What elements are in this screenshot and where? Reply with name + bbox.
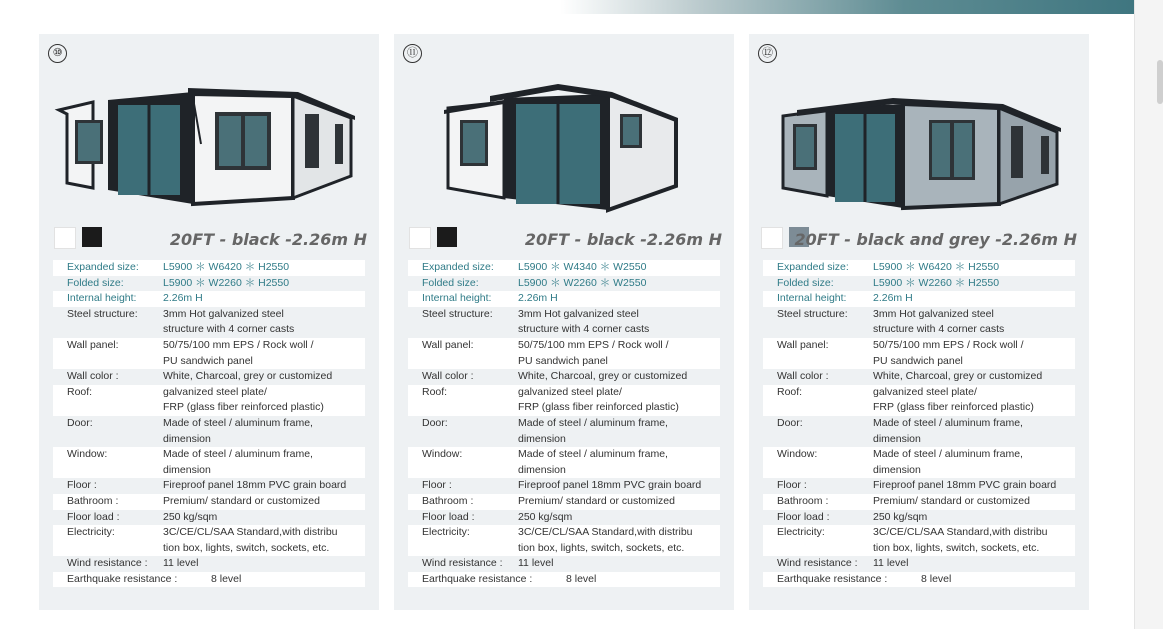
spec-row	[408, 416, 720, 447]
spec-label: Electricity:	[67, 526, 115, 539]
spec-row	[763, 447, 1075, 478]
spec-value: 8 level	[921, 572, 952, 585]
spec-row	[408, 260, 720, 276]
spec-row	[408, 478, 720, 494]
spec-row	[53, 291, 365, 307]
spec-label: Window:	[777, 448, 818, 461]
spec-row	[408, 447, 720, 478]
scrollbar-thumb[interactable]	[1157, 60, 1163, 104]
spec-label: Window:	[422, 448, 463, 461]
spec-row	[408, 510, 720, 526]
color-swatch-white	[54, 227, 76, 249]
spec-label: Floor :	[67, 479, 97, 492]
spec-table	[763, 260, 1075, 587]
spec-label: Internal height:	[67, 292, 137, 305]
house-photo	[408, 58, 720, 228]
model-title: 20FT - black -2.26m H	[169, 230, 367, 249]
spec-value: Premium/ standard or customized	[873, 494, 1030, 507]
spec-row	[53, 494, 365, 510]
spec-value: L5900 ＊ W2260 ＊ H2550	[873, 276, 1000, 289]
spec-label: Roof:	[67, 385, 93, 398]
spec-row	[53, 338, 365, 369]
spec-label: Expanded size:	[67, 261, 139, 273]
spec-row	[763, 260, 1075, 276]
spec-label: Wall color :	[67, 370, 119, 383]
spec-row	[763, 572, 1075, 588]
spec-value: 50/75/100 mm EPS / Rock woll / PU sandwich panel	[873, 338, 1024, 367]
product-card-11	[394, 34, 734, 610]
spec-row	[763, 478, 1075, 494]
spec-label: Roof:	[422, 385, 448, 398]
spec-row	[408, 291, 720, 307]
spec-label: Bathroom :	[422, 494, 474, 507]
card-number: ⑫	[758, 44, 777, 63]
spec-value: Made of steel / aluminum frame, dimension	[163, 448, 313, 476]
spec-row	[763, 525, 1075, 556]
spec-value: 3mm Hot galvanized steel structure with 4 corner casts	[518, 307, 650, 336]
spec-row	[763, 510, 1075, 526]
spec-label: Wall panel:	[777, 338, 829, 351]
spec-row	[408, 307, 720, 338]
spec-label: Floor :	[777, 479, 807, 492]
spec-label: Folded size:	[777, 276, 834, 289]
spec-label: Floor load :	[422, 510, 475, 523]
spec-label: Steel structure:	[67, 307, 138, 320]
color-swatch-white	[761, 227, 783, 249]
spec-label: Bathroom :	[777, 494, 829, 507]
spec-value: 250 kg/sqm	[873, 510, 928, 523]
spec-label: Expanded size:	[777, 261, 849, 273]
spec-value: L5900 ＊ W6420 ＊ H2550	[163, 261, 290, 273]
spec-row	[763, 369, 1075, 385]
spec-value: 50/75/100 mm EPS / Rock woll / PU sandwich panel	[518, 338, 669, 367]
spec-value: 2.26m H	[873, 292, 913, 305]
spec-label: Wind resistance :	[422, 557, 503, 570]
spec-label: Steel structure:	[422, 307, 493, 320]
house-photo	[53, 58, 365, 228]
spec-row	[53, 416, 365, 447]
spec-value: 11 level	[873, 557, 909, 570]
spec-value: Made of steel / aluminum frame, dimension	[518, 448, 668, 476]
spec-label: Floor :	[422, 479, 452, 492]
house-photo	[763, 58, 1075, 228]
spec-row	[53, 260, 365, 276]
spec-value: 11 level	[163, 557, 199, 570]
spec-value: L5900 ＊ W6420 ＊ H2550	[873, 261, 1000, 273]
spec-row	[53, 385, 365, 416]
spec-row	[408, 525, 720, 556]
spec-value: Made of steel / aluminum frame, dimension	[873, 416, 1023, 445]
spec-value: 2.26m H	[163, 292, 203, 305]
spec-row	[53, 447, 365, 478]
spec-label: Earthquake resistance :	[777, 572, 888, 585]
spec-label: Window:	[67, 448, 108, 461]
spec-row	[53, 369, 365, 385]
spec-label: Expanded size:	[422, 261, 494, 273]
model-title: 20FT - black and grey -2.26m H	[794, 230, 1077, 249]
spec-label: Electricity:	[422, 526, 470, 539]
spec-row	[408, 276, 720, 292]
spec-row	[53, 276, 365, 292]
spec-value: galvanized steel plate/ FRP (glass fiber reinforced plastic)	[873, 385, 1034, 414]
spec-label: Earthquake resistance :	[67, 572, 178, 585]
spec-table	[53, 260, 365, 587]
spec-label: Wind resistance :	[67, 557, 148, 570]
spec-row	[53, 556, 365, 572]
spec-value: 3C/CE/CL/SAA Standard,with distribu tion box, lights, switch, sockets, etc.	[163, 526, 338, 554]
spec-value: 3C/CE/CL/SAA Standard,with distribu tion box, lights, switch, sockets, etc.	[873, 526, 1048, 554]
spec-row	[53, 307, 365, 338]
spec-row	[408, 369, 720, 385]
spec-value: White, Charcoal, grey or customized	[518, 370, 688, 383]
spec-label: Wall color :	[422, 370, 474, 383]
spec-value: L5900 ＊ W2260 ＊ W2550	[518, 276, 647, 289]
spec-label: Earthquake resistance :	[422, 572, 533, 585]
spec-label: Door:	[422, 416, 448, 429]
spec-value: 11 level	[518, 557, 554, 570]
spec-row	[53, 525, 365, 556]
spec-row	[763, 291, 1075, 307]
spec-label: Internal height:	[422, 292, 492, 305]
spec-value: 8 level	[211, 572, 242, 585]
spec-row	[763, 338, 1075, 369]
spec-row	[408, 385, 720, 416]
spec-row	[53, 510, 365, 526]
spec-value: 250 kg/sqm	[163, 510, 218, 523]
spec-label: Electricity:	[777, 526, 825, 539]
model-title: 20FT - black -2.26m H	[524, 230, 722, 249]
spec-label: Roof:	[777, 385, 803, 398]
spec-label: Folded size:	[67, 276, 124, 289]
spec-label: Wall panel:	[422, 338, 474, 351]
spec-label: Floor load :	[777, 510, 830, 523]
spec-row	[763, 385, 1075, 416]
spec-value: galvanized steel plate/ FRP (glass fiber reinforced plastic)	[163, 385, 324, 414]
spec-row	[763, 556, 1075, 572]
spec-label: Door:	[777, 416, 803, 429]
spec-value: 2.26m H	[518, 292, 558, 305]
spec-value: 250 kg/sqm	[518, 510, 573, 523]
spec-label: Internal height:	[777, 292, 847, 305]
spec-row	[408, 556, 720, 572]
spec-value: 3mm Hot galvanized steel structure with 4 corner casts	[873, 307, 1005, 336]
product-card-10	[39, 34, 379, 610]
scrollbar[interactable]	[1134, 0, 1163, 629]
spec-value: White, Charcoal, grey or customized	[873, 370, 1043, 383]
spec-row	[763, 276, 1075, 292]
spec-label: Wind resistance :	[777, 557, 858, 570]
spec-row	[763, 307, 1075, 338]
spec-value: galvanized steel plate/ FRP (glass fiber reinforced plastic)	[518, 385, 679, 414]
spec-value: Fireproof panel 18mm PVC grain board	[518, 479, 702, 492]
spec-row	[408, 338, 720, 369]
spec-table	[408, 260, 720, 587]
spec-value: L5900 ＊ W4340 ＊ W2550	[518, 261, 647, 273]
top-banner-gradient	[560, 0, 1134, 14]
spec-value: L5900 ＊ W2260 ＊ H2550	[163, 276, 290, 289]
spec-row	[408, 494, 720, 510]
color-swatch-black	[82, 227, 102, 247]
spec-label: Door:	[67, 416, 93, 429]
color-swatch-white	[409, 227, 431, 249]
spec-label: Floor load :	[67, 510, 120, 523]
spec-row	[763, 494, 1075, 510]
spec-label: Wall color :	[777, 370, 829, 383]
spec-value: White, Charcoal, grey or customized	[163, 370, 333, 383]
spec-value: Premium/ standard or customized	[518, 494, 675, 507]
card-number: ⑩	[48, 44, 67, 63]
card-number: ⑪	[403, 44, 422, 63]
spec-label: Wall panel:	[67, 338, 119, 351]
spec-value: Made of steel / aluminum frame, dimension	[518, 416, 668, 445]
spec-value: Made of steel / aluminum frame, dimension	[873, 448, 1023, 476]
color-swatch-black	[437, 227, 457, 247]
product-card-12	[749, 34, 1089, 610]
spec-label: Bathroom :	[67, 494, 119, 507]
spec-row	[53, 478, 365, 494]
spec-value: Fireproof panel 18mm PVC grain board	[163, 479, 347, 492]
spec-row	[53, 572, 365, 588]
spec-label: Steel structure:	[777, 307, 848, 320]
spec-value: Made of steel / aluminum frame, dimension	[163, 416, 313, 445]
spec-row	[763, 416, 1075, 447]
spec-value: 3mm Hot galvanized steel structure with 4 corner casts	[163, 307, 295, 336]
spec-value: Premium/ standard or customized	[163, 494, 320, 507]
spec-label: Folded size:	[422, 276, 479, 289]
spec-row	[408, 572, 720, 588]
spec-value: 3C/CE/CL/SAA Standard,with distribu tion box, lights, switch, sockets, etc.	[518, 526, 693, 554]
spec-value: Fireproof panel 18mm PVC grain board	[873, 479, 1057, 492]
spec-value: 8 level	[566, 572, 597, 585]
spec-value: 50/75/100 mm EPS / Rock woll / PU sandwich panel	[163, 338, 314, 367]
